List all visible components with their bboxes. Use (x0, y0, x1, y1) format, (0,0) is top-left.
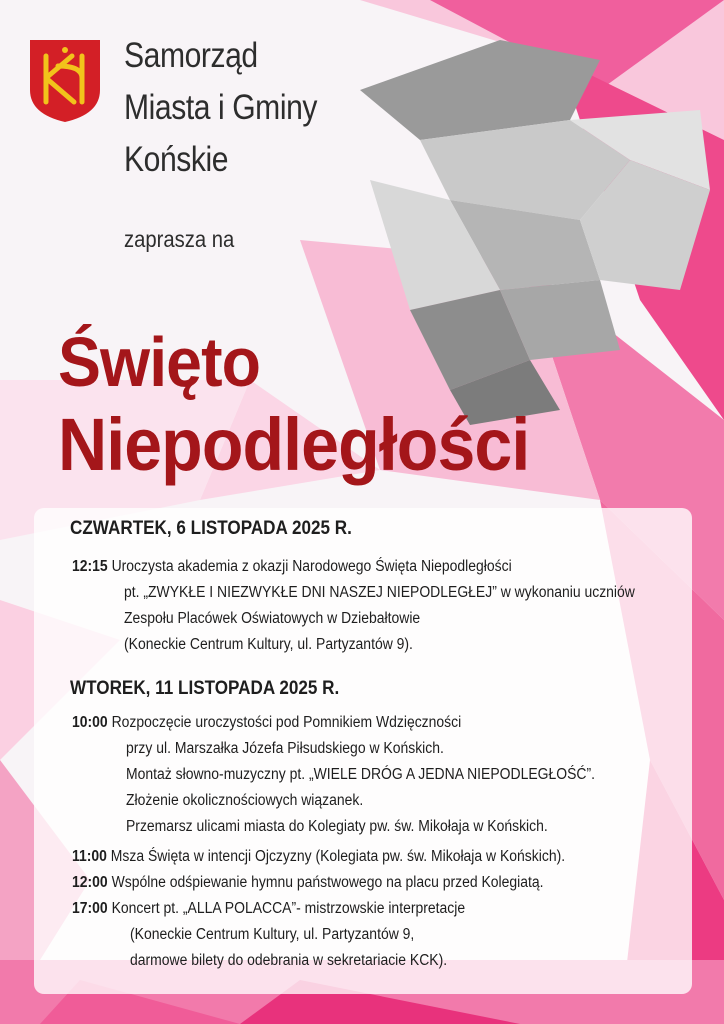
title-line-1: Święto (58, 323, 261, 401)
event-description: Koncert pt. „ALLA POLACCA”- mistrzowskie interpretacje (111, 900, 466, 917)
event-description: Wspólne odśpiewanie hymnu państwowego na placu przed Kolegiatą. (111, 874, 544, 891)
event-time: 17:00 (72, 900, 108, 917)
event-time: 12:15 (72, 558, 108, 575)
organizer-line-3: Końskie (124, 140, 229, 179)
day-heading-2: WTOREK, 11 LISTOPADA 2025 R. (70, 678, 340, 699)
event-description: Uroczysta akademia z okazji Narodowego Święta Niepodległości (111, 558, 512, 575)
event-row (72, 554, 512, 580)
event-line: przy ul. Marszałka Józefa Piłsudskiego w Końskich. (126, 740, 444, 757)
event-line: (Koneckie Centrum Kultury, ul. Partyzantów 9, (130, 926, 415, 943)
invite-text: zaprasza na (124, 226, 235, 252)
event-row (72, 844, 565, 870)
event-line: (Koneckie Centrum Kultury, ul. Partyzantów 9). (124, 636, 413, 653)
event-line: Złożenie okolicznościowych wiązanek. (126, 792, 364, 809)
portrait-illustration (300, 30, 720, 430)
day-heading-1: CZWARTEK, 6 LISTOPADA 2025 R. (70, 518, 352, 539)
event-line: Montaż słowno-muzyczny pt. „WIELE DRÓG A JEDNA NIEPODLEGŁOŚĆ”. (126, 766, 596, 783)
event-time: 10:00 (72, 714, 108, 731)
event-description: Msza Święta w intencji Ojczyzny (Kolegiata pw. św. Mikołaja w Końskich). (110, 848, 566, 865)
event-line: darmowe bilety do odebrania w sekretariacie KCK). (130, 952, 448, 969)
event-time: 11:00 (72, 848, 107, 865)
konskie-crest-icon (28, 38, 102, 124)
event-line: Zespołu Placówek Oświatowych w Dziebałtowie (124, 610, 421, 627)
organizer-line-1: Samorząd (124, 36, 258, 75)
event-row (72, 710, 461, 736)
title-line-2: Niepodległości (58, 403, 530, 486)
event-time: 12:00 (72, 874, 108, 891)
event-row (72, 896, 465, 922)
event-line: Przemarsz ulicami miasta do Kolegiaty pw. św. Mikołaja w Końskich. (126, 818, 548, 835)
organizer-name (124, 30, 317, 186)
event-description: Rozpoczęcie uroczystości pod Pomnikiem Wdzięczności (111, 714, 462, 731)
event-row (72, 870, 544, 896)
event-line: pt. „ZWYKŁE I NIEZWYKŁE DNI NASZEJ NIEPODLEGŁEJ” w wykonaniu uczniów (124, 584, 635, 601)
organizer-line-2: Miasta i Gminy (124, 88, 318, 127)
